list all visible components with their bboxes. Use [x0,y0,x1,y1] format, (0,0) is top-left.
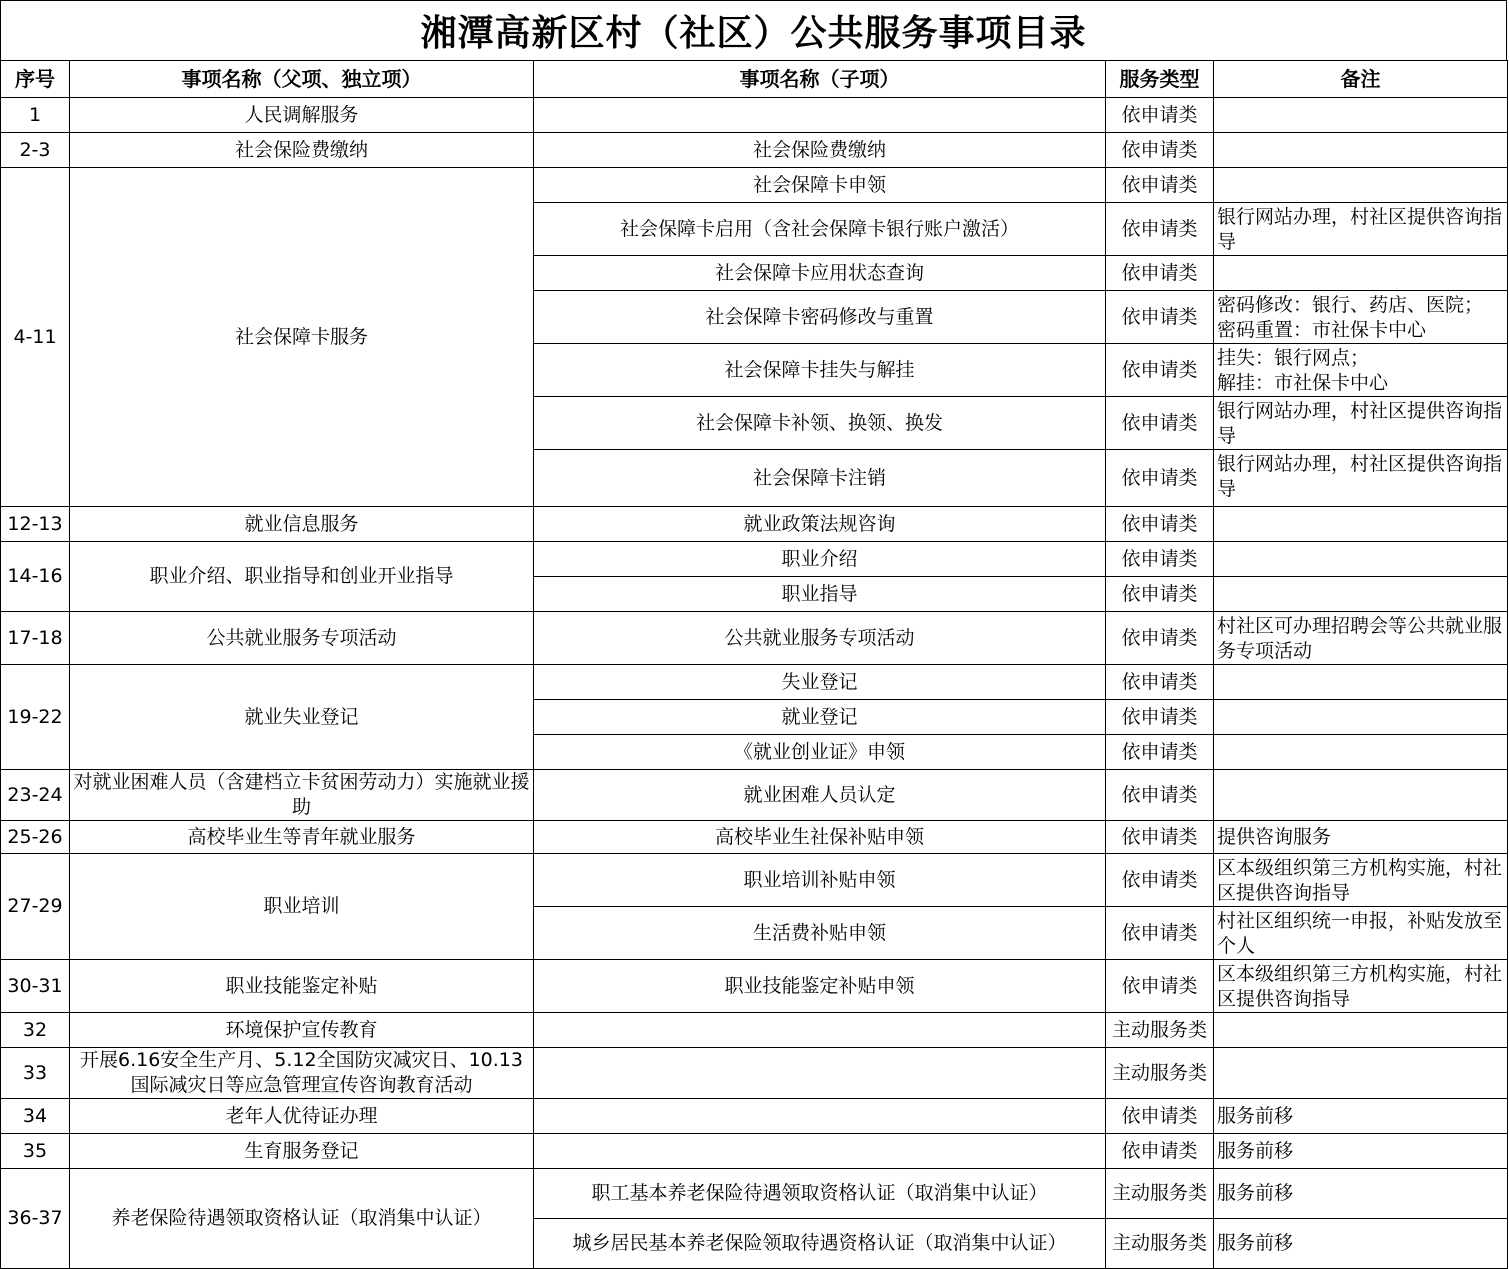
cell-type[interactable]: 主动服务类 [1106,1048,1214,1099]
table-row [1,854,1508,907]
cell-no[interactable]: 30-31 [1,960,70,1013]
cell-type[interactable]: 主动服务类 [1106,1219,1214,1269]
note-line: 密码重置：市社保卡中心 [1217,319,1427,341]
cell-type[interactable]: 依申请类 [1106,133,1214,168]
cell-parent[interactable]: 职业介绍、职业指导和创业开业指导 [70,542,534,612]
table-row [1,960,1508,1013]
header-row [1,61,1508,98]
cell-no[interactable]: 35 [1,1134,70,1169]
cell-type[interactable]: 依申请类 [1106,98,1214,133]
cell-no[interactable]: 17-18 [1,612,70,665]
table-row [1,1169,1508,1219]
header-child[interactable]: 事项名称（子项） [534,61,1106,98]
cell-child[interactable] [534,1134,1106,1169]
table-row [1,770,1508,821]
cell-note[interactable] [1214,344,1508,397]
cell-note[interactable] [1214,700,1508,735]
cell-child[interactable]: 社会保障卡启用（含社会保障卡银行账户激活） [534,203,1106,256]
cell-child[interactable]: 社会保障卡注销 [534,450,1106,507]
cell-note[interactable] [1214,168,1508,203]
note-line: 挂失：银行网点； [1217,347,1370,369]
cell-child[interactable]: 职工基本养老保险待遇领取资格认证（取消集中认证） [534,1169,1106,1219]
cell-parent[interactable]: 就业失业登记 [70,665,534,770]
cell-type[interactable]: 依申请类 [1106,507,1214,542]
cell-parent[interactable]: 环境保护宣传教育 [70,1013,534,1048]
cell-parent[interactable]: 职业技能鉴定补贴 [70,960,534,1013]
cell-parent[interactable]: 高校毕业生等青年就业服务 [70,821,534,854]
cell-child[interactable]: 社会保险费缴纳 [534,133,1106,168]
cell-no[interactable]: 25-26 [1,821,70,854]
cell-no[interactable]: 27-29 [1,854,70,960]
cell-child[interactable] [534,98,1106,133]
cell-no[interactable]: 1 [1,98,70,133]
page-title: 湘潭高新区村（社区）公共服务事项目录 [0,0,1507,60]
cell-note[interactable] [1214,770,1508,821]
cell-parent[interactable]: 开展6.16安全生产月、5.12全国防灾减灾日、10.13国际减灾日等应急管理宣传咨询教育活动 [70,1048,534,1099]
cell-child[interactable]: 就业登记 [534,700,1106,735]
table-row [1,507,1508,542]
cell-type[interactable]: 依申请类 [1106,542,1214,577]
header-type[interactable]: 服务类型 [1106,61,1214,98]
cell-child[interactable] [534,1048,1106,1099]
cell-type[interactable]: 主动服务类 [1106,1169,1214,1219]
cell-no[interactable]: 32 [1,1013,70,1048]
cell-child[interactable]: 就业困难人员认定 [534,770,1106,821]
cell-type[interactable]: 依申请类 [1106,700,1214,735]
table-row [1,1048,1508,1099]
cell-no[interactable]: 19-22 [1,665,70,770]
cell-note[interactable] [1214,1048,1508,1099]
cell-parent[interactable]: 就业信息服务 [70,507,534,542]
cell-type[interactable]: 依申请类 [1106,256,1214,291]
cell-parent[interactable]: 公共就业服务专项活动 [70,612,534,665]
cell-type[interactable]: 依申请类 [1106,577,1214,612]
cell-child[interactable]: 城乡居民基本养老保险领取待遇资格认证（取消集中认证） [534,1219,1106,1269]
cell-child[interactable]: 公共就业服务专项活动 [534,612,1106,665]
cell-no[interactable]: 2-3 [1,133,70,168]
cell-type[interactable]: 主动服务类 [1106,1013,1214,1048]
cell-note[interactable]: 服务前移 [1214,1134,1508,1169]
cell-parent[interactable]: 职业培训 [70,854,534,960]
note-line: 密码修改：银行、药店、医院； [1217,294,1484,316]
cell-child[interactable]: 职业技能鉴定补贴申领 [534,960,1106,1013]
cell-note[interactable]: 区本级组织第三方机构实施，村社区提供咨询指导 [1214,960,1508,1013]
note-line: 解挂：市社保卡中心 [1217,372,1389,394]
cell-child[interactable]: 社会保障卡应用状态查询 [534,256,1106,291]
cell-note[interactable] [1214,98,1508,133]
cell-parent[interactable]: 人民调解服务 [70,98,534,133]
cell-child[interactable]: 社会保障卡补领、换领、换发 [534,397,1106,450]
cell-child[interactable]: 社会保障卡密码修改与重置 [534,291,1106,344]
cell-child[interactable]: 社会保障卡申领 [534,168,1106,203]
cell-type[interactable]: 依申请类 [1106,907,1214,960]
cell-no[interactable]: 12-13 [1,507,70,542]
cell-type[interactable]: 依申请类 [1106,612,1214,665]
cell-type[interactable]: 依申请类 [1106,344,1214,397]
table-row [1,1099,1508,1134]
cell-note[interactable]: 村社区组织统一申报，补贴发放至个人 [1214,907,1508,960]
cell-child[interactable]: 《就业创业证》申领 [534,735,1106,770]
cell-note[interactable]: 服务前移 [1214,1099,1508,1134]
cell-note[interactable] [1214,665,1508,700]
cell-parent[interactable]: 社会保障卡服务 [70,168,534,507]
cell-child[interactable] [534,1013,1106,1048]
table-row [1,1013,1508,1048]
cell-note[interactable] [1214,256,1508,291]
cell-no[interactable]: 23-24 [1,770,70,821]
cell-note[interactable] [1214,542,1508,577]
cell-note[interactable] [1214,1013,1508,1048]
table-row [1,1134,1508,1169]
header-no[interactable]: 序号 [1,61,70,98]
table-row [1,98,1508,133]
cell-type[interactable]: 依申请类 [1106,203,1214,256]
cell-no[interactable]: 33 [1,1048,70,1099]
table-row [1,821,1508,854]
cell-note[interactable] [1214,291,1508,344]
cell-type[interactable]: 依申请类 [1106,450,1214,507]
cell-note[interactable]: 服务前移 [1214,1219,1508,1269]
cell-no[interactable]: 14-16 [1,542,70,612]
cell-parent[interactable]: 生育服务登记 [70,1134,534,1169]
cell-note[interactable] [1214,133,1508,168]
cell-note[interactable]: 提供咨询服务 [1214,821,1508,854]
cell-child[interactable]: 就业政策法规咨询 [534,507,1106,542]
cell-child[interactable]: 职业指导 [534,577,1106,612]
header-parent[interactable]: 事项名称（父项、独立项） [70,61,534,98]
cell-child[interactable]: 高校毕业生社保补贴申领 [534,821,1106,854]
cell-note[interactable]: 银行网站办理，村社区提供咨询指导 [1214,203,1508,256]
cell-note[interactable]: 银行网站办理，村社区提供咨询指导 [1214,450,1508,507]
cell-child[interactable]: 职业介绍 [534,542,1106,577]
cell-note[interactable]: 区本级组织第三方机构实施，村社区提供咨询指导 [1214,854,1508,907]
cell-type[interactable]: 依申请类 [1106,665,1214,700]
table-row [1,168,1508,203]
cell-no[interactable]: 4-11 [1,168,70,507]
cell-parent[interactable]: 老年人优待证办理 [70,1099,534,1134]
cell-child[interactable]: 生活费补贴申领 [534,907,1106,960]
cell-type[interactable]: 依申请类 [1106,770,1214,821]
cell-type[interactable]: 依申请类 [1106,960,1214,1013]
cell-note[interactable] [1214,577,1508,612]
service-table [0,60,1508,1269]
cell-note[interactable]: 银行网站办理，村社区提供咨询指导 [1214,397,1508,450]
cell-note[interactable] [1214,507,1508,542]
cell-note[interactable]: 服务前移 [1214,1169,1508,1219]
table-row [1,133,1508,168]
cell-child[interactable]: 失业登记 [534,665,1106,700]
cell-note[interactable] [1214,735,1508,770]
header-note[interactable]: 备注 [1214,61,1508,98]
cell-child[interactable]: 职业培训补贴申领 [534,854,1106,907]
cell-type[interactable]: 依申请类 [1106,291,1214,344]
cell-parent[interactable]: 对就业困难人员（含建档立卡贫困劳动力）实施就业援助 [70,770,534,821]
cell-type[interactable]: 依申请类 [1106,397,1214,450]
cell-type[interactable]: 依申请类 [1106,735,1214,770]
cell-note[interactable]: 村社区可办理招聘会等公共就业服务专项活动 [1214,612,1508,665]
cell-parent[interactable]: 社会保险费缴纳 [70,133,534,168]
table-row [1,665,1508,700]
cell-parent[interactable]: 养老保险待遇领取资格认证（取消集中认证） [70,1169,534,1269]
cell-no[interactable]: 36-37 [1,1169,70,1269]
cell-child[interactable] [534,1099,1106,1134]
cell-type[interactable]: 依申请类 [1106,1134,1214,1169]
table-row [1,612,1508,665]
cell-type[interactable]: 依申请类 [1106,168,1214,203]
cell-no[interactable]: 34 [1,1099,70,1134]
cell-type[interactable]: 依申请类 [1106,1099,1214,1134]
cell-type[interactable]: 依申请类 [1106,821,1214,854]
cell-type[interactable]: 依申请类 [1106,854,1214,907]
cell-child[interactable]: 社会保障卡挂失与解挂 [534,344,1106,397]
table-row [1,542,1508,577]
